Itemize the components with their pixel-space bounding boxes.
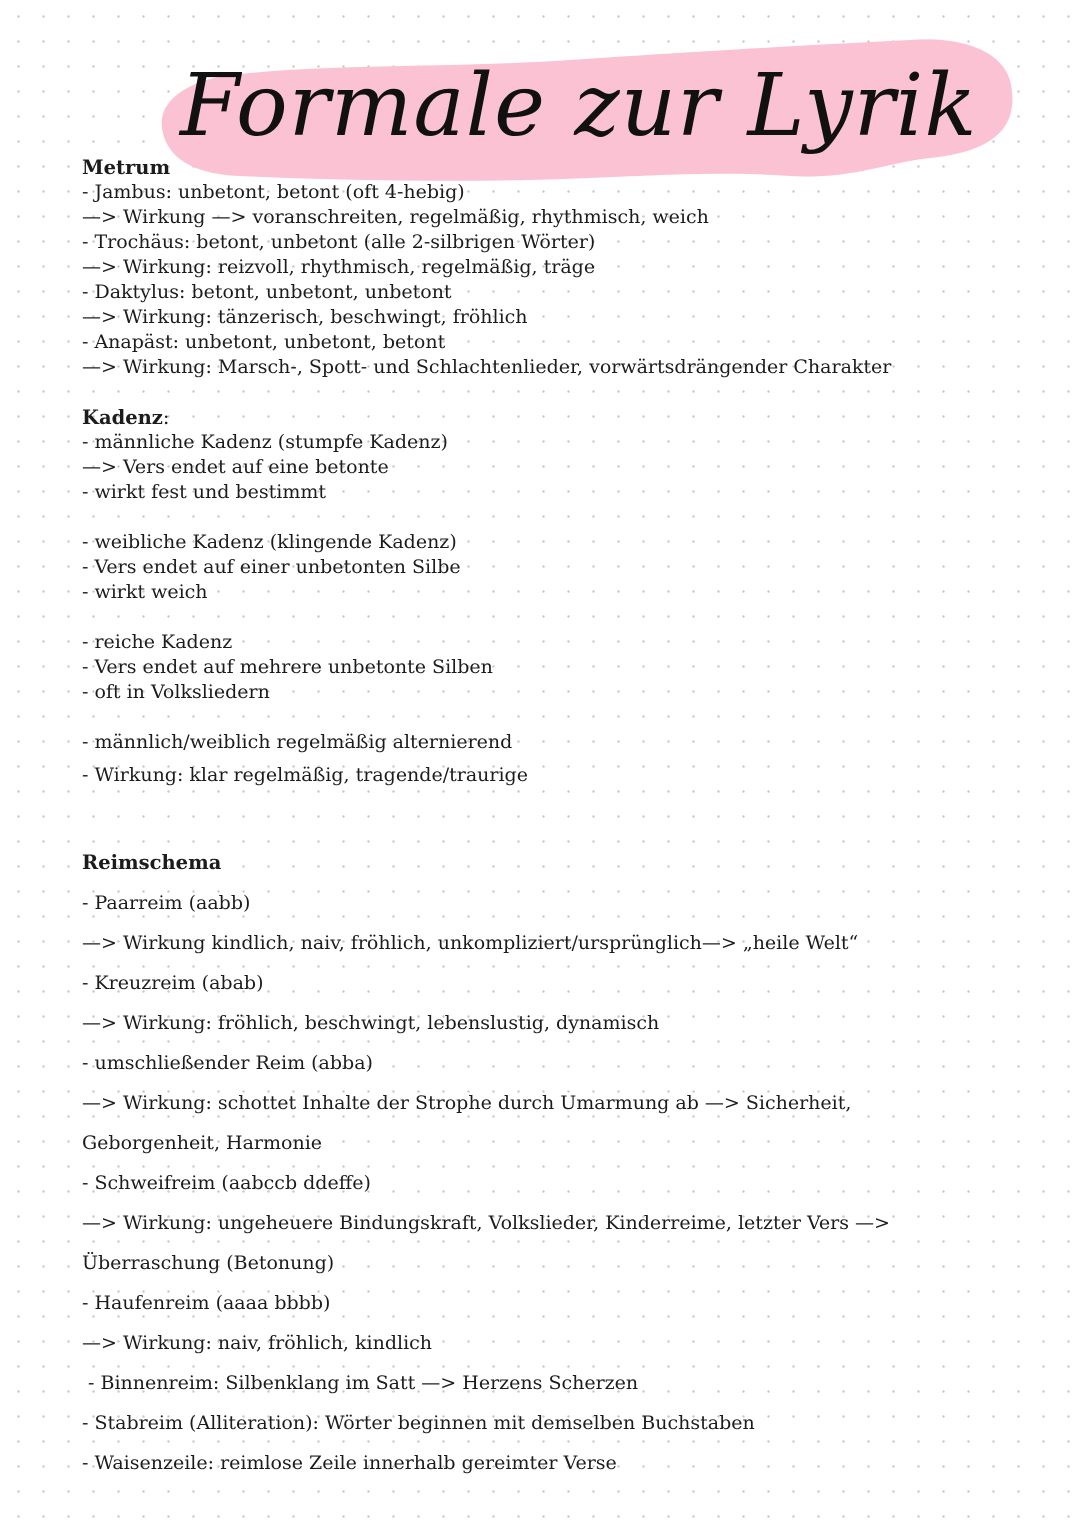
reimschema-line: —> Wirkung: ungeheuere Bindungskraft, Volkslieder, Kinderreime, letzter Vers —> xyxy=(82,1212,890,1234)
metrum-line: —> Wirkung: Marsch-, Spott- und Schlachtenlieder, vorwärtsdrängender Charakter xyxy=(82,356,892,378)
kadenz-line: - Vers endet auf einer unbetonten Silbe xyxy=(82,556,461,578)
reimschema-line: - Waisenzeile: reimlose Zeile innerhalb gereimter Verse xyxy=(82,1452,617,1474)
kadenz-line: - wirkt fest und bestimmt xyxy=(82,481,326,503)
reimschema-line: - umschließender Reim (abba) xyxy=(82,1052,373,1074)
kadenz-line: - Wirkung: klar regelmäßig, tragende/traurige xyxy=(82,764,528,786)
kadenz-line: —> Vers endet auf eine betonte xyxy=(82,456,389,478)
reimschema-line: —> Wirkung: schottet Inhalte der Strophe durch Umarmung ab —> Sicherheit, xyxy=(82,1092,852,1114)
kadenz-line: - oft in Volksliedern xyxy=(82,681,270,703)
metrum-line: —> Wirkung —> voranschreiten, regelmäßig, rhythmisch, weich xyxy=(82,206,709,228)
metrum-line: - Jambus: unbetont, betont (oft 4-hebig) xyxy=(82,181,465,203)
metrum-line: —> Wirkung: tänzerisch, beschwingt, fröhlich xyxy=(82,306,528,328)
reimschema-line: - Schweifreim (aabccb ddeffe) xyxy=(82,1172,371,1194)
kadenz-line: - männlich/weiblich regelmäßig alternierend xyxy=(82,731,513,753)
reimschema-line: - Kreuzreim (abab) xyxy=(82,972,264,994)
reimschema-line: - Binnenreim: Silbenklang im Satt —> Herzens Scherzen xyxy=(82,1372,639,1394)
metrum-line: - Trochäus: betont, unbetont (alle 2-silbrigen Wörter) xyxy=(82,231,596,253)
page-title: Formale zur Lyrik xyxy=(180,56,978,156)
kadenz-heading xyxy=(82,405,1042,430)
metrum-line: —> Wirkung: reizvoll, rhythmisch, regelmäßig, träge xyxy=(82,256,596,278)
kadenz-line: - wirkt weich xyxy=(82,581,208,603)
kadenz-line: - weibliche Kadenz (klingende Kadenz) xyxy=(82,531,457,553)
section-reimschema xyxy=(82,843,1042,1483)
section-metrum xyxy=(82,155,1042,380)
kadenz-heading-colon: : xyxy=(162,406,170,429)
notes-content xyxy=(82,155,1042,1483)
kadenz-line: - männliche Kadenz (stumpfe Kadenz) xyxy=(82,431,448,453)
reimschema-line: - Haufenreim (aaaa bbbb) xyxy=(82,1292,331,1314)
reimschema-line: Überraschung (Betonung) xyxy=(82,1252,335,1274)
reimschema-line: —> Wirkung kindlich, naiv, fröhlich, unkompliziert/ursprünglich—> „heile Welt“ xyxy=(82,932,859,954)
kadenz-heading-text: Kadenz xyxy=(82,406,163,429)
section-kadenz xyxy=(82,405,1042,788)
reimschema-line: - Paarreim (aabb) xyxy=(82,892,251,914)
reimschema-line: - Stabreim (Alliteration): Wörter beginnen mit demselben Buchstaben xyxy=(82,1412,755,1434)
kadenz-line: - reiche Kadenz xyxy=(82,631,233,653)
reimschema-heading: Reimschema xyxy=(82,851,222,874)
metrum-line: - Daktylus: betont, unbetont, unbetont xyxy=(82,281,452,303)
metrum-line: - Anapäst: unbetont, unbetont, betont xyxy=(82,331,446,353)
reimschema-line: —> Wirkung: naiv, fröhlich, kindlich xyxy=(82,1332,433,1354)
reimschema-line: Geborgenheit, Harmonie xyxy=(82,1132,323,1154)
reimschema-line: —> Wirkung: fröhlich, beschwingt, lebenslustig, dynamisch xyxy=(82,1012,660,1034)
kadenz-line: - Vers endet auf mehrere unbetonte Silben xyxy=(82,656,493,678)
metrum-heading: Metrum xyxy=(82,156,171,179)
